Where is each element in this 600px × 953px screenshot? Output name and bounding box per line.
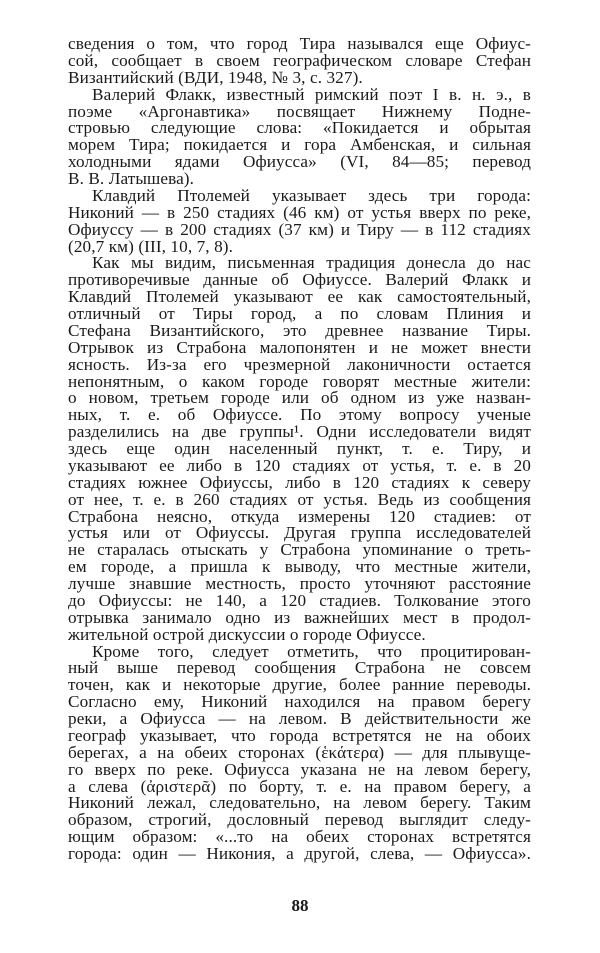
text-line: ем городе, а пришла к выводу, что местные жители, [68, 557, 531, 577]
text-line: не старалась отыскать у Страбона упоминание о треть- [68, 540, 531, 560]
text-line: лучше знавшие местность, просто уточняют расстояние [68, 574, 531, 593]
text-line-with-footnote: разделились на две группы¹. Одни исследователи видят [68, 422, 531, 442]
text-line: холодными ядами Офиусса» (VI, 84—85; перевод [68, 152, 531, 172]
text-line: Согласно ему, Никоний находился на правом берегу [68, 692, 531, 712]
text-line: сой, сообщает в своем географическом словаре Стефан [68, 50, 531, 70]
text-line: ясность. Из-за его чрезмерной лаконичности остается [68, 354, 531, 374]
text-line: отрывка занимало одно из важнейших мест в продол- [68, 607, 531, 627]
text-line: го вверх по реке. Офиусса указана не на левом берегу, [68, 759, 531, 779]
text-line: стровью следующие слова: «Покидается и обрытая [68, 118, 531, 138]
text-line: стадиях южнее Офиуссы, либо в 120 стадиях к северу [68, 472, 531, 492]
text-line: устья или от Офиуссы. Другая группа исследователей [68, 523, 531, 543]
page-number: 88 [291, 896, 309, 915]
text-line: о новом, третьем городе или об одном из уже назван- [68, 388, 531, 408]
text-line: непонятным, о каком городе говорят местные жители: [68, 371, 531, 391]
text-line: Никоний лежал, следовательно, на левом берегу. Таким [68, 793, 531, 813]
paragraph [68, 36, 531, 87]
text-line: от нее, т. е. в 260 стадиях от устья. Ведь из сообщения [68, 489, 531, 509]
text-line: Офиуссу — в 200 стадиях (37 км) и Тиру — в 112 стадиях [68, 219, 531, 239]
text-line: ный выше перевод сообщения Страбона не совсем [68, 658, 531, 678]
text-line: поэме «Аргонавтика» посвящает Нижнему Подне- [68, 101, 531, 121]
text-line: В. В. Латышева). [68, 169, 195, 188]
text-line: Отрывок из Страбона малопонятен и не может внести [68, 337, 531, 357]
text-line: здесь еще один населенный пункт, т. е. Тиру, и [68, 439, 531, 458]
text-line: ных, т. е. об Офиуссе. По этому вопросу ученые [68, 405, 531, 425]
text-line: Клавдий Птолемей указывает здесь три города: [92, 185, 531, 205]
paragraph [68, 641, 531, 863]
text-line: Византийский (ВДИ, 1948, № 3, с. 327). [68, 67, 363, 87]
document-body [68, 36, 531, 863]
text-line: отличный от Тиры город, а по словам Плиния и [68, 304, 531, 323]
paragraph [68, 84, 531, 188]
text-line: (20,7 км) (III, 10, 7, 8). [68, 236, 234, 256]
text-line: географ указывает, что города встретятся не на обоих [68, 725, 531, 745]
text-line: а слева (ἀριστερᾶ) по борту, т. е. на правом берегу, а [68, 776, 531, 796]
text-line: Клавдий Птолемей указывают ее как самостоятельный, [68, 287, 531, 307]
text-line: реки, а Офиусса — на левом. В действительности же [68, 709, 531, 728]
text-line: точен, как и некоторые другие, более ранние переводы. [68, 675, 531, 695]
paragraph [68, 255, 531, 643]
text-line: Никоний — в 250 стадиях (46 км) от устья вверх по реке, [68, 202, 531, 222]
text-line: Страбона неясно, откуда измерены 120 стадиев: от [68, 506, 531, 526]
text-line: указывают ее либо в 120 стадиях от устья, т. е. в 20 [68, 455, 531, 475]
text-line: противоречивые данные об Офиуссе. Валерий Флакк и [68, 270, 531, 290]
text-line: берегах, а на обеих сторонах (ἑκάτερα) — для плывуще- [68, 742, 531, 762]
text-line: Как мы видим, письменная традиция донесла до нас [92, 253, 531, 273]
text-line: города: один — Никония, а другой, слева, — Офиусса». [68, 844, 531, 863]
paragraph [68, 185, 531, 256]
text-line: образом, строгий, дословный перевод выглядит следу- [68, 810, 531, 830]
text-line: ющим образом: «...то на обеих сторонах встретятся [68, 827, 531, 847]
text-line: сведения о том, что город Тира назывался еще Офиус- [68, 34, 531, 53]
text-line: морем Тира; покидается и гора Амбенская, и сильная [68, 135, 531, 155]
text-line: жительной острой дискуссии о городе Офиуссе. [68, 624, 426, 644]
text-line: Стефана Византийского, это древнее название Тиры. [68, 320, 531, 340]
text-line: Валерий Флакк, известный римский поэт I в. н. э., в [92, 84, 531, 104]
text-line: Кроме того, следует отметить, что процитирован- [92, 641, 531, 661]
text-line: до Офиуссы: не 140, а 120 стадиев. Толкование этого [68, 590, 531, 610]
